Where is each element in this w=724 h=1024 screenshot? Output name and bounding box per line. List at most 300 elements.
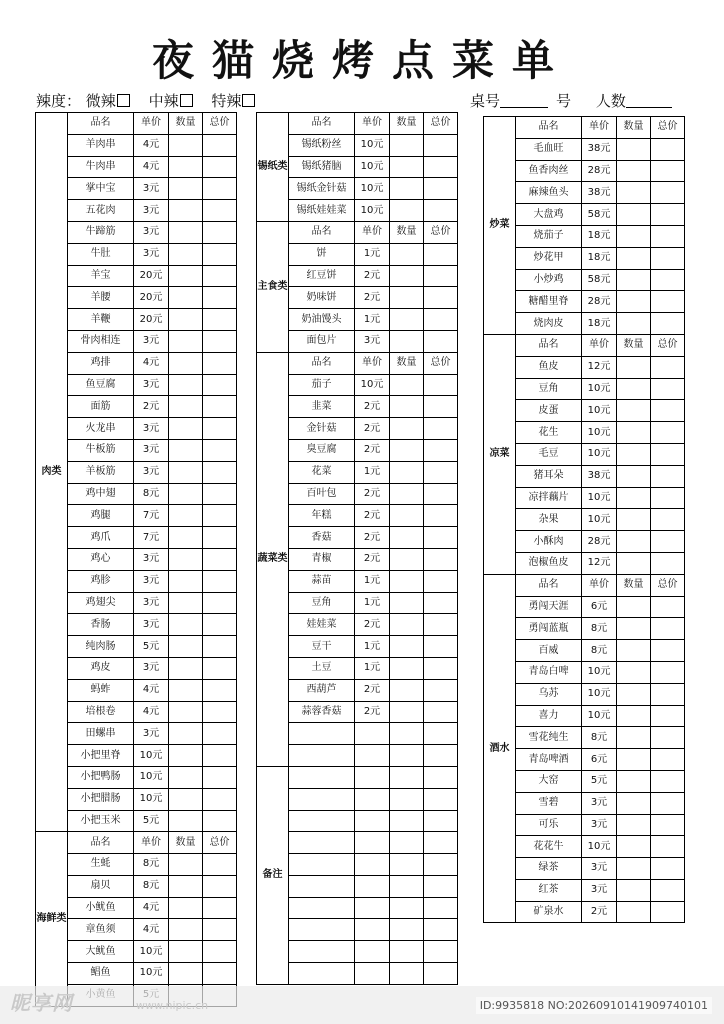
item-total-cell[interactable]: [424, 679, 458, 701]
item-quantity-cell[interactable]: [617, 465, 651, 487]
notes-cell[interactable]: [289, 832, 355, 854]
item-total-cell[interactable]: [203, 963, 237, 985]
item-price: 20元: [134, 309, 169, 331]
item-total-cell[interactable]: [651, 269, 685, 291]
notes-cell[interactable]: [390, 766, 424, 788]
item-total-cell[interactable]: [203, 657, 237, 679]
item-total-cell[interactable]: [651, 378, 685, 400]
item-total-cell[interactable]: [651, 182, 685, 204]
item-quantity-cell[interactable]: [169, 309, 203, 331]
item-quantity-cell[interactable]: [617, 640, 651, 662]
item-quantity-cell[interactable]: [169, 483, 203, 505]
item-total-cell[interactable]: [651, 509, 685, 531]
category-cold: 凉菜: [484, 334, 516, 574]
item-quantity-cell[interactable]: [169, 439, 203, 461]
item-quantity-cell[interactable]: [169, 810, 203, 832]
item-price: 28元: [582, 160, 617, 182]
item-price: 10元: [355, 156, 390, 178]
item-total-cell[interactable]: [203, 636, 237, 658]
blank-cell[interactable]: [289, 745, 355, 767]
item-name: 小把鸭肠: [68, 766, 134, 788]
item-quantity-cell[interactable]: [617, 596, 651, 618]
item-quantity-cell[interactable]: [617, 552, 651, 574]
item-quantity-cell[interactable]: [617, 836, 651, 858]
col-header-total: 总价: [651, 334, 685, 356]
item-total-cell[interactable]: [424, 592, 458, 614]
item-quantity-cell[interactable]: [169, 963, 203, 985]
item-quantity-cell[interactable]: [390, 527, 424, 549]
item-name: 杂果: [516, 509, 582, 531]
item-quantity-cell[interactable]: [390, 614, 424, 636]
notes-cell[interactable]: [355, 854, 390, 876]
item-quantity-cell[interactable]: [617, 727, 651, 749]
notes-cell[interactable]: [289, 963, 355, 985]
item-quantity-cell[interactable]: [617, 356, 651, 378]
item-price: 7元: [134, 527, 169, 549]
item-total-cell[interactable]: [424, 701, 458, 723]
notes-cell[interactable]: [424, 788, 458, 810]
item-quantity-cell[interactable]: [617, 749, 651, 771]
item-price: 2元: [355, 265, 390, 287]
item-total-cell[interactable]: [424, 243, 458, 265]
item-total-cell[interactable]: [651, 770, 685, 792]
item-total-cell[interactable]: [203, 788, 237, 810]
item-total-cell[interactable]: [203, 548, 237, 570]
item-name: 香菇: [289, 527, 355, 549]
item-quantity-cell[interactable]: [169, 614, 203, 636]
item-total-cell[interactable]: [651, 879, 685, 901]
spice-hot-checkbox[interactable]: [242, 94, 255, 107]
item-price: 10元: [355, 200, 390, 222]
item-quantity-cell[interactable]: [169, 134, 203, 156]
item-total-cell[interactable]: [203, 287, 237, 309]
item-price: 4元: [134, 352, 169, 374]
notes-cell[interactable]: [424, 832, 458, 854]
item-quantity-cell[interactable]: [169, 745, 203, 767]
item-price: 4元: [134, 897, 169, 919]
item-total-cell[interactable]: [424, 657, 458, 679]
item-total-cell[interactable]: [424, 265, 458, 287]
notes-cell[interactable]: [289, 919, 355, 941]
notes-cell[interactable]: [424, 919, 458, 941]
item-name: 面包片: [289, 330, 355, 352]
item-total-cell[interactable]: [651, 356, 685, 378]
item-name: 炒花甲: [516, 247, 582, 269]
item-total-cell[interactable]: [651, 400, 685, 422]
notes-cell[interactable]: [390, 854, 424, 876]
item-quantity-cell[interactable]: [169, 897, 203, 919]
item-total-cell[interactable]: [651, 792, 685, 814]
item-total-cell[interactable]: [203, 221, 237, 243]
item-quantity-cell[interactable]: [617, 378, 651, 400]
item-total-cell[interactable]: [203, 570, 237, 592]
blank-cell[interactable]: [390, 723, 424, 745]
item-quantity-cell[interactable]: [617, 269, 651, 291]
menu-table-left: [35, 112, 237, 1007]
item-quantity-cell[interactable]: [169, 352, 203, 374]
item-name: 牛蹄筋: [68, 221, 134, 243]
item-quantity-cell[interactable]: [390, 439, 424, 461]
item-quantity-cell[interactable]: [617, 291, 651, 313]
item-quantity-cell[interactable]: [169, 592, 203, 614]
item-quantity-cell[interactable]: [169, 657, 203, 679]
item-total-cell[interactable]: [651, 683, 685, 705]
item-quantity-cell[interactable]: [617, 792, 651, 814]
item-total-cell[interactable]: [651, 901, 685, 923]
item-quantity-cell[interactable]: [169, 679, 203, 701]
item-total-cell[interactable]: [203, 766, 237, 788]
item-total-cell[interactable]: [424, 614, 458, 636]
item-quantity-cell[interactable]: [169, 265, 203, 287]
item-price: 18元: [582, 247, 617, 269]
column-header-row: [257, 352, 458, 374]
item-total-cell[interactable]: [651, 465, 685, 487]
item-total-cell[interactable]: [203, 941, 237, 963]
blank-cell[interactable]: [424, 745, 458, 767]
item-total-cell[interactable]: [203, 527, 237, 549]
item-total-cell[interactable]: [203, 396, 237, 418]
item-quantity-cell[interactable]: [617, 705, 651, 727]
item-total-cell[interactable]: [203, 919, 237, 941]
col-header-qty: 数量: [169, 832, 203, 854]
item-total-cell[interactable]: [651, 443, 685, 465]
item-total-cell[interactable]: [651, 727, 685, 749]
table-number-field[interactable]: [500, 107, 548, 108]
item-total-cell[interactable]: [203, 374, 237, 396]
notes-cell[interactable]: [289, 875, 355, 897]
item-total-cell[interactable]: [203, 483, 237, 505]
item-total-cell[interactable]: [424, 548, 458, 570]
item-quantity-cell[interactable]: [390, 548, 424, 570]
item-total-cell[interactable]: [651, 138, 685, 160]
item-name: 锡纸娃娃菜: [289, 200, 355, 222]
category-stirfry: 炒菜: [484, 117, 516, 335]
item-quantity-cell[interactable]: [169, 330, 203, 352]
notes-cell[interactable]: [424, 875, 458, 897]
item-total-cell[interactable]: [651, 422, 685, 444]
item-total-cell[interactable]: [424, 636, 458, 658]
notes-cell[interactable]: [355, 919, 390, 941]
item-quantity-cell[interactable]: [169, 548, 203, 570]
item-quantity-cell[interactable]: [617, 422, 651, 444]
item-quantity-cell[interactable]: [169, 919, 203, 941]
notes-cell[interactable]: [355, 766, 390, 788]
item-quantity-cell[interactable]: [169, 396, 203, 418]
item-quantity-cell[interactable]: [617, 225, 651, 247]
item-total-cell[interactable]: [203, 200, 237, 222]
item-total-cell[interactable]: [203, 897, 237, 919]
item-total-cell[interactable]: [651, 836, 685, 858]
item-total-cell[interactable]: [651, 749, 685, 771]
item-total-cell[interactable]: [203, 134, 237, 156]
item-quantity-cell[interactable]: [169, 200, 203, 222]
people-count-field[interactable]: [626, 107, 672, 108]
item-total-cell[interactable]: [651, 552, 685, 574]
notes-cell[interactable]: [390, 875, 424, 897]
notes-cell[interactable]: [390, 832, 424, 854]
item-quantity-cell[interactable]: [169, 221, 203, 243]
item-quantity-cell[interactable]: [169, 570, 203, 592]
notes-cell[interactable]: [355, 875, 390, 897]
blank-cell[interactable]: [390, 745, 424, 767]
spice-label: 辣度：: [36, 92, 82, 110]
column-header-row: [257, 221, 458, 243]
notes-cell[interactable]: [355, 810, 390, 832]
item-total-cell[interactable]: [651, 661, 685, 683]
item-quantity-cell[interactable]: [617, 879, 651, 901]
item-quantity-cell[interactable]: [617, 313, 651, 335]
item-quantity-cell[interactable]: [169, 505, 203, 527]
item-quantity-cell[interactable]: [390, 701, 424, 723]
item-quantity-cell[interactable]: [390, 592, 424, 614]
item-total-cell[interactable]: [651, 596, 685, 618]
item-total-cell[interactable]: [651, 531, 685, 553]
item-price: 2元: [355, 483, 390, 505]
item-total-cell[interactable]: [424, 178, 458, 200]
item-quantity-cell[interactable]: [617, 683, 651, 705]
notes-cell[interactable]: [355, 941, 390, 963]
item-total-cell[interactable]: [203, 810, 237, 832]
item-quantity-cell[interactable]: [617, 182, 651, 204]
item-total-cell[interactable]: [651, 204, 685, 226]
item-quantity-cell[interactable]: [169, 723, 203, 745]
item-quantity-cell[interactable]: [390, 374, 424, 396]
item-quantity-cell[interactable]: [617, 618, 651, 640]
item-quantity-cell[interactable]: [169, 766, 203, 788]
item-total-cell[interactable]: [651, 640, 685, 662]
item-total-cell[interactable]: [424, 461, 458, 483]
item-total-cell[interactable]: [424, 418, 458, 440]
blank-cell[interactable]: [355, 723, 390, 745]
item-quantity-cell[interactable]: [390, 243, 424, 265]
item-name: 鸡排: [68, 352, 134, 374]
item-total-cell[interactable]: [424, 527, 458, 549]
item-total-cell[interactable]: [203, 178, 237, 200]
item-quantity-cell[interactable]: [617, 204, 651, 226]
item-total-cell[interactable]: [424, 330, 458, 352]
item-total-cell[interactable]: [424, 396, 458, 418]
item-total-cell[interactable]: [203, 854, 237, 876]
spice-mild-checkbox[interactable]: [117, 94, 130, 107]
notes-cell[interactable]: [390, 788, 424, 810]
item-total-cell[interactable]: [203, 330, 237, 352]
category-veg: 蔬菜类: [257, 352, 289, 766]
item-name: 勇闯天涯: [516, 596, 582, 618]
item-quantity-cell[interactable]: [169, 941, 203, 963]
item-quantity-cell[interactable]: [169, 788, 203, 810]
item-name: 鱼豆腐: [68, 374, 134, 396]
notes-cell[interactable]: [289, 941, 355, 963]
item-total-cell[interactable]: [651, 291, 685, 313]
notes-cell[interactable]: [289, 897, 355, 919]
item-total-cell[interactable]: [203, 418, 237, 440]
item-total-cell[interactable]: [651, 247, 685, 269]
notes-cell[interactable]: [289, 854, 355, 876]
item-quantity-cell[interactable]: [390, 657, 424, 679]
item-total-cell[interactable]: [203, 439, 237, 461]
item-total-cell[interactable]: [651, 618, 685, 640]
item-total-cell[interactable]: [203, 309, 237, 331]
item-quantity-cell[interactable]: [169, 374, 203, 396]
item-price: 2元: [355, 527, 390, 549]
item-quantity-cell[interactable]: [390, 156, 424, 178]
item-total-cell[interactable]: [651, 225, 685, 247]
blank-cell[interactable]: [355, 745, 390, 767]
item-total-cell[interactable]: [203, 723, 237, 745]
item-total-cell[interactable]: [203, 701, 237, 723]
item-price: 10元: [582, 683, 617, 705]
item-price: 3元: [134, 439, 169, 461]
item-quantity-cell[interactable]: [169, 156, 203, 178]
notes-cell[interactable]: [355, 963, 390, 985]
item-price: 18元: [582, 225, 617, 247]
item-name: 锡纸金针菇: [289, 178, 355, 200]
item-total-cell[interactable]: [203, 745, 237, 767]
notes-cell[interactable]: [390, 919, 424, 941]
item-quantity-cell[interactable]: [617, 509, 651, 531]
item-total-cell[interactable]: [651, 160, 685, 182]
notes-cell[interactable]: [390, 897, 424, 919]
item-quantity-cell[interactable]: [390, 330, 424, 352]
item-quantity-cell[interactable]: [390, 134, 424, 156]
notes-cell[interactable]: [424, 963, 458, 985]
item-quantity-cell[interactable]: [617, 770, 651, 792]
item-price: 3元: [134, 418, 169, 440]
item-total-cell[interactable]: [203, 156, 237, 178]
item-total-cell[interactable]: [203, 243, 237, 265]
notes-cell[interactable]: [289, 810, 355, 832]
notes-cell[interactable]: [424, 854, 458, 876]
item-quantity-cell[interactable]: [390, 265, 424, 287]
item-total-cell[interactable]: [651, 814, 685, 836]
item-price: 4元: [134, 701, 169, 723]
item-quantity-cell[interactable]: [617, 814, 651, 836]
item-quantity-cell[interactable]: [390, 636, 424, 658]
item-quantity-cell[interactable]: [617, 400, 651, 422]
notes-cell[interactable]: [424, 941, 458, 963]
item-total-cell[interactable]: [424, 156, 458, 178]
notes-cell[interactable]: [424, 810, 458, 832]
item-total-cell[interactable]: [203, 461, 237, 483]
item-total-cell[interactable]: [203, 505, 237, 527]
item-price: 12元: [582, 552, 617, 574]
notes-cell[interactable]: [289, 788, 355, 810]
notes-cell[interactable]: [390, 941, 424, 963]
item-total-cell[interactable]: [424, 200, 458, 222]
item-quantity-cell[interactable]: [169, 527, 203, 549]
item-name: 茄子: [289, 374, 355, 396]
notes-cell[interactable]: [390, 810, 424, 832]
notes-cell[interactable]: [355, 832, 390, 854]
blank-cell[interactable]: [289, 723, 355, 745]
item-total-cell[interactable]: [203, 875, 237, 897]
notes-cell[interactable]: [424, 897, 458, 919]
item-total-cell[interactable]: [424, 505, 458, 527]
item-name: 火龙串: [68, 418, 134, 440]
item-quantity-cell[interactable]: [169, 701, 203, 723]
item-price: 3元: [582, 858, 617, 880]
item-total-cell[interactable]: [424, 309, 458, 331]
item-quantity-cell[interactable]: [169, 636, 203, 658]
item-quantity-cell[interactable]: [169, 875, 203, 897]
number-suffix: 号: [556, 92, 572, 110]
item-total-cell[interactable]: [203, 265, 237, 287]
item-quantity-cell[interactable]: [617, 858, 651, 880]
item-total-cell[interactable]: [203, 614, 237, 636]
item-quantity-cell[interactable]: [390, 679, 424, 701]
item-quantity-cell[interactable]: [617, 487, 651, 509]
item-name: 小把里脊: [68, 745, 134, 767]
item-total-cell[interactable]: [651, 487, 685, 509]
item-total-cell[interactable]: [203, 592, 237, 614]
item-price: 10元: [582, 400, 617, 422]
item-quantity-cell[interactable]: [617, 247, 651, 269]
item-quantity-cell[interactable]: [169, 418, 203, 440]
item-quantity-cell[interactable]: [169, 287, 203, 309]
item-quantity-cell[interactable]: [390, 570, 424, 592]
item-quantity-cell[interactable]: [169, 854, 203, 876]
item-total-cell[interactable]: [424, 287, 458, 309]
blank-cell[interactable]: [424, 723, 458, 745]
item-quantity-cell[interactable]: [390, 309, 424, 331]
item-name: 豆角: [289, 592, 355, 614]
notes-cell[interactable]: [424, 766, 458, 788]
item-quantity-cell[interactable]: [390, 505, 424, 527]
item-quantity-cell[interactable]: [617, 531, 651, 553]
col-header-name: 品名: [516, 574, 582, 596]
item-quantity-cell[interactable]: [390, 178, 424, 200]
item-quantity-cell[interactable]: [617, 901, 651, 923]
item-total-cell[interactable]: [424, 134, 458, 156]
item-total-cell[interactable]: [651, 313, 685, 335]
item-total-cell[interactable]: [424, 483, 458, 505]
notes-cell[interactable]: [355, 897, 390, 919]
item-quantity-cell[interactable]: [390, 200, 424, 222]
item-name: 鸡心: [68, 548, 134, 570]
item-price: 2元: [355, 701, 390, 723]
item-name: 田螺串: [68, 723, 134, 745]
item-total-cell[interactable]: [424, 439, 458, 461]
item-name: 鲳鱼: [68, 963, 134, 985]
item-quantity-cell[interactable]: [390, 483, 424, 505]
item-quantity-cell[interactable]: [390, 396, 424, 418]
item-total-cell[interactable]: [651, 705, 685, 727]
item-total-cell[interactable]: [203, 679, 237, 701]
item-quantity-cell[interactable]: [169, 178, 203, 200]
item-total-cell[interactable]: [203, 352, 237, 374]
col-header-name: 品名: [289, 113, 355, 135]
notes-cell[interactable]: [390, 963, 424, 985]
item-quantity-cell[interactable]: [617, 661, 651, 683]
item-total-cell[interactable]: [424, 374, 458, 396]
item-quantity-cell[interactable]: [390, 461, 424, 483]
item-quantity-cell[interactable]: [617, 443, 651, 465]
item-name: 奶油馒头: [289, 309, 355, 331]
item-quantity-cell[interactable]: [390, 418, 424, 440]
item-quantity-cell[interactable]: [169, 461, 203, 483]
notes-cell[interactable]: [289, 766, 355, 788]
item-quantity-cell[interactable]: [169, 243, 203, 265]
notes-cell[interactable]: [355, 788, 390, 810]
item-quantity-cell[interactable]: [390, 287, 424, 309]
item-total-cell[interactable]: [424, 570, 458, 592]
item-quantity-cell[interactable]: [617, 138, 651, 160]
category-notes: 备注: [257, 766, 289, 984]
item-name: 毛血旺: [516, 138, 582, 160]
item-total-cell[interactable]: [651, 858, 685, 880]
item-quantity-cell[interactable]: [617, 160, 651, 182]
spice-medium-checkbox[interactable]: [180, 94, 193, 107]
